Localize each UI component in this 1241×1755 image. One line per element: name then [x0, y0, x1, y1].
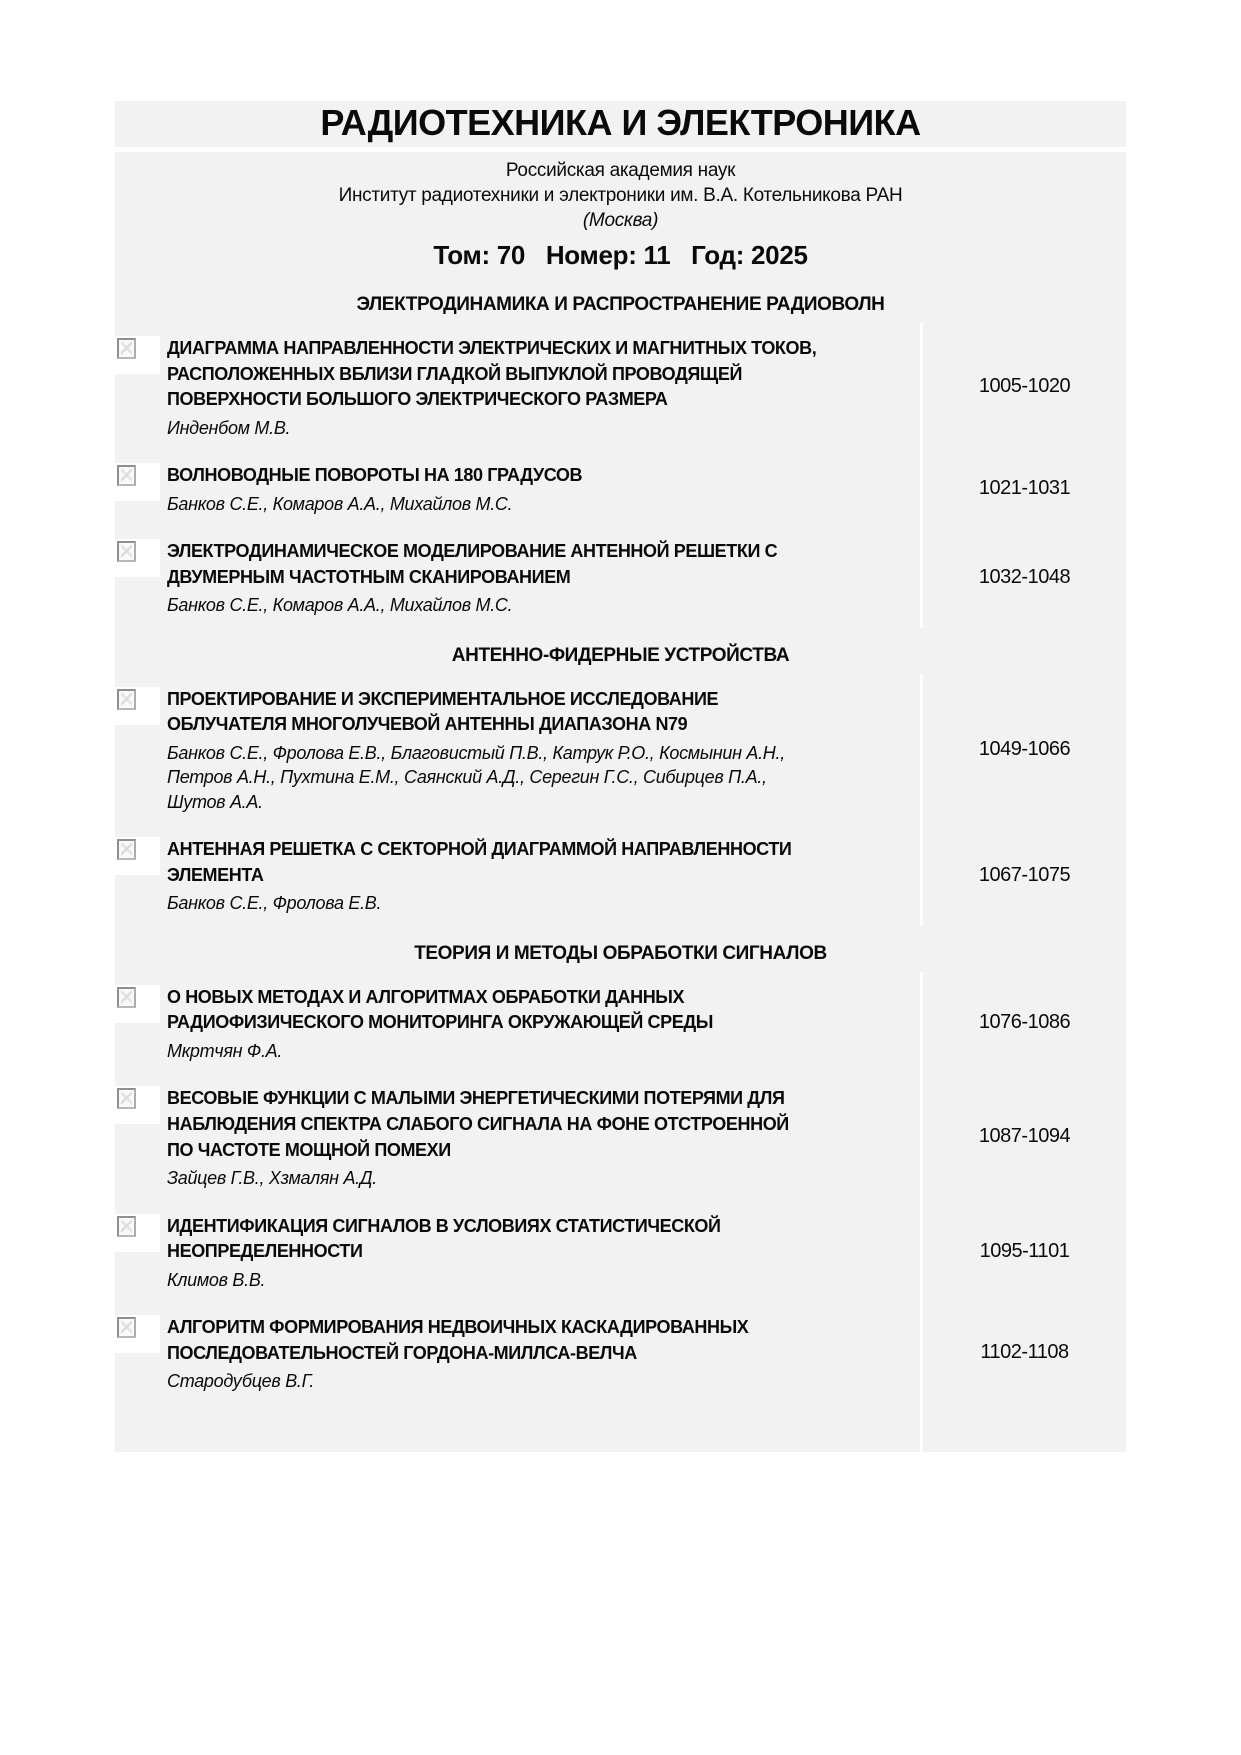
checkbox-placeholder-icon	[117, 541, 136, 562]
article-text	[167, 336, 817, 440]
article-checkbox[interactable]	[115, 463, 160, 501]
article-authors: Климов В.В.	[167, 1269, 266, 1290]
city-line: (Москва)	[582, 210, 659, 232]
article-pages: 1087-1094	[923, 1073, 1126, 1200]
article-row	[115, 1302, 920, 1404]
article-pages: 1032-1048	[923, 526, 1126, 628]
article-text	[167, 1214, 817, 1293]
articles-table	[115, 277, 1126, 1452]
academy-line: Российская академия наук	[505, 159, 736, 181]
section-header: АНТЕННО-ФИДЕРНЫЕ УСТРОЙСТВА	[115, 628, 1126, 674]
article-authors: Банков С.Е., Комаров А.А., Михайлов М.С.	[167, 595, 513, 616]
article-pages: 1067-1075	[923, 824, 1126, 926]
section-header: ЭЛЕКТРОДИНАМИКА И РАСПРОСТРАНЕНИЕ РАДИОВОЛН	[115, 277, 1126, 323]
article-text	[167, 539, 817, 618]
article-title: О НОВЫХ МЕТОДАХ И АЛГОРИТМАХ ОБРАБОТКИ ДАННЫХ РАДИОФИЗИЧЕСКОГО МОНИТОРИНГА ОКРУЖАЮЩЕЙ СРЕДЫ	[167, 986, 713, 1033]
checkbox-placeholder-icon	[117, 987, 136, 1008]
institute-line: Институт радиотехники и электроники им. В.А. Котельникова РАН	[338, 184, 903, 206]
article-authors: Банков С.Е., Фролова Е.В., Благовистый П.В., Катрук Р.О., Космынин А.Н., Петров А.Н., Пухтина Е.М., Саянский А.Д., Серегин Г.С., Сибирцев П.А., Шутов А.А.	[167, 742, 785, 812]
article-text	[167, 463, 582, 516]
article-text	[167, 687, 817, 815]
article-authors: Банков С.Е., Фролова Е.В.	[167, 893, 382, 914]
article-checkbox[interactable]	[115, 539, 160, 577]
checkbox-placeholder-icon	[117, 338, 136, 359]
checkbox-placeholder-icon	[117, 1216, 136, 1237]
article-authors: Банков С.Е., Комаров А.А., Михайлов М.С.	[167, 493, 513, 514]
article-title: ПРОЕКТИРОВАНИЕ И ЭКСПЕРИМЕНТАЛЬНОЕ ИССЛЕДОВАНИЕ ОБЛУЧАТЕЛЯ МНОГОЛУЧЕВОЙ АНТЕННЫ ДИАПАЗОНА N79	[167, 688, 719, 735]
article-row	[115, 450, 920, 526]
article-checkbox[interactable]	[115, 687, 160, 725]
table-bottom-spacer	[923, 1404, 1126, 1452]
article-row	[115, 824, 920, 926]
checkbox-placeholder-icon	[117, 839, 136, 860]
article-row	[115, 1073, 920, 1200]
journal-title: РАДИОТЕХНИКА И ЭЛЕКТРОНИКА	[115, 101, 1126, 147]
journal-header-info	[115, 152, 1126, 277]
article-row	[115, 526, 920, 628]
article-authors: Зайцев Г.В., Хзмалян А.Д.	[167, 1168, 377, 1189]
article-pages: 1076-1086	[923, 972, 1126, 1074]
article-checkbox[interactable]	[115, 1086, 160, 1124]
checkbox-placeholder-icon	[117, 1088, 136, 1109]
article-checkbox[interactable]	[115, 985, 160, 1023]
article-authors: Стародубцев В.Г.	[167, 1371, 314, 1392]
article-pages: 1021-1031	[923, 450, 1126, 526]
article-row	[115, 323, 920, 450]
checkbox-placeholder-icon	[117, 465, 136, 486]
article-text	[167, 837, 817, 916]
article-pages: 1049-1066	[923, 674, 1126, 825]
checkbox-placeholder-icon	[117, 689, 136, 710]
article-text	[167, 1315, 817, 1394]
article-checkbox[interactable]	[115, 1315, 160, 1353]
article-title: ЭЛЕКТРОДИНАМИЧЕСКОЕ МОДЕЛИРОВАНИЕ АНТЕННОЙ РЕШЕТКИ С ДВУМЕРНЫМ ЧАСТОТНЫМ СКАНИРОВАНИЕМ	[167, 541, 778, 587]
article-row	[115, 674, 920, 825]
article-row	[115, 1201, 920, 1303]
checkbox-placeholder-icon	[117, 1317, 136, 1338]
volume-number-year: Том: 70 Номер: 11 Год: 2025	[433, 240, 808, 271]
article-pages: 1102-1108	[923, 1302, 1126, 1404]
article-pages: 1095-1101	[923, 1201, 1126, 1303]
article-title: ДИАГРАММА НАПРАВЛЕННОСТИ ЭЛЕКТРИЧЕСКИХ И МАГНИТНЫХ ТОКОВ, РАСПОЛОЖЕННЫХ ВБЛИЗИ ГЛАДКОЙ ВЫПУКЛОЙ ПРОВОДЯЩЕЙ ПОВЕРХНОСТИ БОЛЬШОГО ЭЛЕКТРИЧЕСКОГО РАЗМЕРА	[167, 338, 817, 410]
article-checkbox[interactable]	[115, 837, 160, 875]
article-authors: Инденбом М.В.	[167, 417, 291, 438]
toc-panel	[115, 101, 1126, 1452]
section-header: ТЕОРИЯ И МЕТОДЫ ОБРАБОТКИ СИГНАЛОВ	[115, 926, 1126, 972]
article-title: ВОЛНОВОДНЫЕ ПОВОРОТЫ НА 180 ГРАДУСОВ	[167, 465, 583, 486]
table-bottom-spacer	[115, 1404, 920, 1452]
article-title: АЛГОРИТМ ФОРМИРОВАНИЯ НЕДВОИЧНЫХ КАСКАДИРОВАННЫХ ПОСЛЕДОВАТЕЛЬНОСТЕЙ ГОРДОНА-МИЛЛСА-ВЕЛЧА	[167, 1317, 749, 1363]
article-checkbox[interactable]	[115, 1214, 160, 1252]
article-title: АНТЕННАЯ РЕШЕТКА С СЕКТОРНОЙ ДИАГРАММОЙ НАПРАВЛЕННОСТИ ЭЛЕМЕНТА	[167, 839, 792, 885]
article-checkbox[interactable]	[115, 336, 160, 374]
article-text	[167, 1086, 817, 1190]
article-row	[115, 972, 920, 1074]
article-pages: 1005-1020	[923, 323, 1126, 450]
article-authors: Мкртчян Ф.А.	[167, 1040, 283, 1061]
article-text	[167, 985, 817, 1064]
article-title: ИДЕНТИФИКАЦИЯ СИГНАЛОВ В УСЛОВИЯХ СТАТИСТИЧЕСКОЙ НЕОПРЕДЕЛЕННОСТИ	[167, 1215, 721, 1262]
article-title: ВЕСОВЫЕ ФУНКЦИИ С МАЛЫМИ ЭНЕРГЕТИЧЕСКИМИ ПОТЕРЯМИ ДЛЯ НАБЛЮДЕНИЯ СПЕКТРА СЛАБОГО СИГНАЛА НА ФОНЕ ОТСТРОЕННОЙ ПО ЧАСТОТЕ МОЩНОЙ ПОМЕХИ	[167, 1088, 789, 1160]
